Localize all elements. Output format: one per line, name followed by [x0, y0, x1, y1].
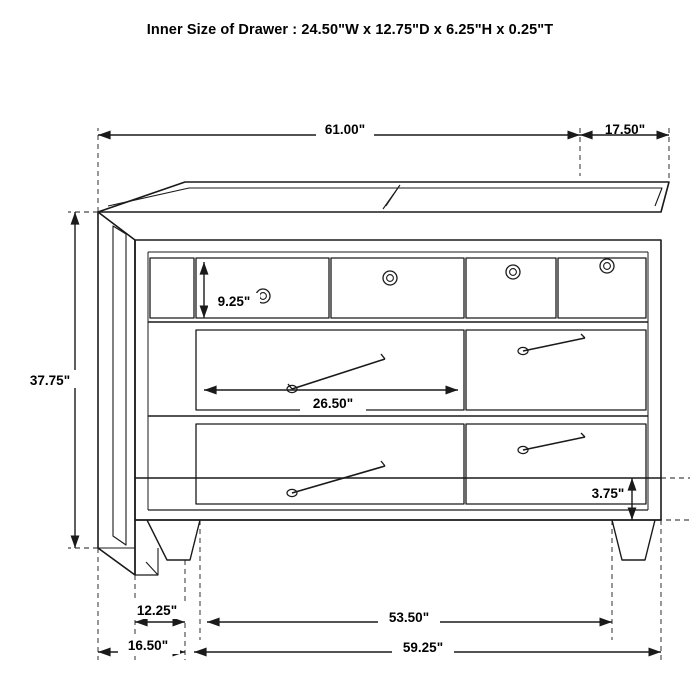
dim-foot-depth: 12.25" — [136, 603, 178, 618]
extension-lines — [68, 128, 690, 660]
page-title: Inner Size of Drawer : 24.50"W x 12.75"D x 6.25"H x 0.25"T — [146, 22, 554, 38]
dim-top-width: 61.00" — [324, 122, 366, 137]
dim-small-drawer-height: 9.25" — [217, 294, 251, 309]
dim-top-depth: 17.50" — [604, 122, 646, 137]
dim-total-height: 37.75" — [29, 373, 71, 388]
dim-base-front-width: 53.50" — [388, 610, 430, 625]
dim-large-drawer-width: 26.50" — [312, 396, 354, 411]
dimension-labels — [22, 120, 645, 656]
dim-base-total-width: 59.25" — [402, 640, 444, 655]
dim-leg-height: 3.75" — [591, 486, 625, 501]
dresser-body — [98, 182, 669, 575]
dim-base-depth: 16.50" — [127, 638, 169, 653]
